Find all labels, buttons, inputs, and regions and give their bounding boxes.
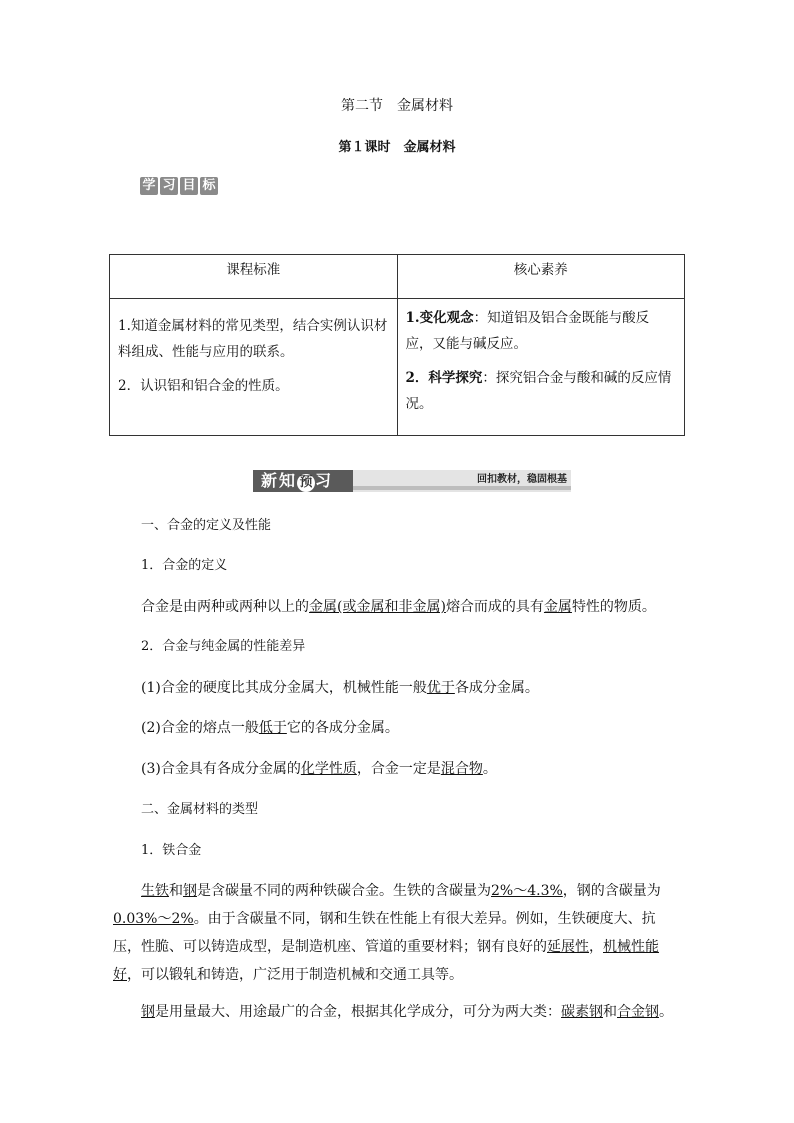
standards-cell: [110, 299, 398, 436]
text: (2)合金的熔点一般: [141, 720, 259, 736]
badge-char: 标: [200, 177, 218, 195]
standards-table: [109, 254, 685, 436]
banner-char: 知: [279, 471, 298, 490]
text: 和: [603, 1004, 617, 1020]
badge-char: 学: [140, 177, 158, 195]
subheading-differences: 2．合金与纯金属的性能差异: [141, 639, 306, 654]
literacy-item: [406, 305, 677, 357]
difference-paragraph-2: [141, 718, 681, 738]
text: 各成分金属。: [454, 680, 539, 696]
underlined-answer: 0.03%～2%: [113, 911, 194, 927]
text: 。: [659, 1004, 673, 1020]
iron-paragraph: [113, 877, 679, 989]
difference-paragraph-3: [141, 759, 681, 779]
text: 是用量最大、用途最广的合金，根据其化学成分，可分为两大类：: [155, 1004, 561, 1020]
heading-alloy-definition: 一、合金的定义及性能: [141, 518, 272, 533]
text: 和: [169, 883, 183, 899]
literacy-label: 2．科学探究: [405, 370, 483, 386]
literacy-item: [406, 365, 677, 417]
text: ，钢的含碳量为: [562, 883, 661, 899]
underlined-answer: 化学性质: [300, 761, 357, 777]
text: ，合金一定是: [356, 761, 441, 777]
underlined-answer: 混合物: [440, 761, 483, 777]
underlined-answer: 钢: [183, 883, 197, 899]
underlined-answer: 机械性能好: [113, 939, 659, 983]
underlined-answer: 金属(或金属和非金属): [309, 599, 446, 615]
table-header-literacy: 核心素养: [397, 255, 685, 299]
underlined-answer: 合金钢: [617, 1004, 659, 1020]
subheading-definition: 1．合金的定义: [141, 558, 228, 573]
underlined-answer: 碳素钢: [561, 1004, 603, 1020]
text: 特性的物质。: [571, 599, 656, 615]
literacy-text: ：知道铝及铝合金既能与酸反应，又能与碱反应。: [405, 310, 650, 352]
underlined-answer: 2%～4.3%: [491, 883, 563, 899]
literacy-cell: [397, 299, 685, 436]
literacy-label: 1.变化观念: [405, 310, 474, 326]
subheading-iron-alloy: 1．铁合金: [141, 843, 202, 858]
badge-char: 习: [160, 177, 178, 195]
underlined-answer: 金属: [543, 599, 572, 615]
preview-banner: [253, 470, 571, 492]
literacy-text: ：探究铝合金与酸和碱的反应情况。: [405, 370, 672, 412]
text: (3)合金具有各成分金属的: [141, 761, 301, 777]
text: ，可以锻轧和铸造，广泛用于制造机械和交通工具等。: [127, 967, 463, 983]
underlined-answer: 低于: [258, 720, 287, 736]
heading-metal-types: 二、金属材料的类型: [141, 802, 259, 817]
text: (1)合金的硬度比其成分金属大，机械性能一般: [141, 680, 427, 696]
definition-paragraph: [141, 597, 681, 617]
text: 。: [482, 761, 497, 777]
steel-paragraph: [113, 1002, 679, 1022]
banner-subtitle: 回扣教材，稳固根基: [477, 474, 567, 485]
standard-item: 1.知道金属材料的常见类型，结合实例认识材料组成、性能与应用的联系。: [118, 318, 388, 360]
learning-goals-badge: [140, 177, 218, 195]
badge-char: 目: [180, 177, 198, 195]
text: 。由于含碳量不同，钢和生铁在性能上有很大差异。例如，生铁硬度大、抗压，性脆、可以铸造成型，是制造机座、管道的重要材料；钢有良好的: [113, 911, 656, 955]
text: 合金是由两种或两种以上的: [141, 599, 309, 615]
banner-title: [253, 470, 361, 492]
banner-circle-char: 预: [297, 474, 315, 492]
text: ，: [589, 939, 603, 955]
section-title: 第二节 金属材料: [341, 98, 453, 114]
standard-item: 2．认识铝和铝合金的性质。: [118, 378, 289, 394]
difference-paragraph-1: [141, 678, 681, 698]
underlined-answer: 生铁: [141, 883, 169, 899]
banner-char: 新: [261, 471, 280, 490]
text: 是含碳量不同的两种铁碳合金。生铁的含碳量为: [197, 883, 491, 899]
lesson-title: 第１课时 金属材料: [338, 140, 456, 155]
underlined-answer: 优于: [426, 680, 455, 696]
underlined-answer: 钢: [141, 1004, 155, 1020]
underlined-answer: 延展性: [547, 939, 589, 955]
table-header-standards: 课程标准: [110, 255, 398, 299]
text: 它的各成分金属。: [286, 720, 399, 736]
banner-char: 习: [315, 471, 334, 490]
text: 熔合而成的具有: [445, 599, 544, 615]
